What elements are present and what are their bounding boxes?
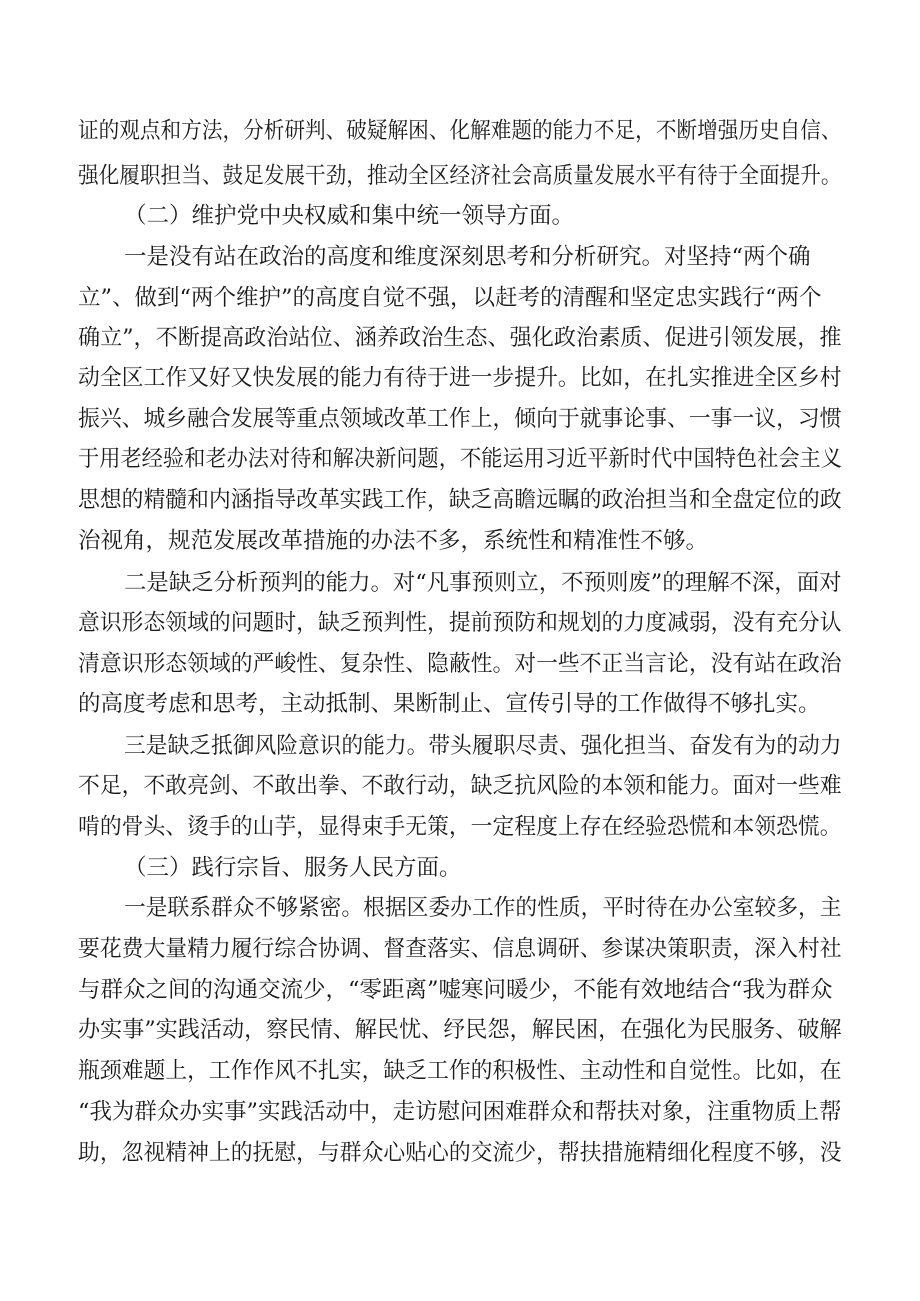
paragraph-line: 的高度考虑和思考，主动抵制、果断制止、宣传引导的工作做得不够扎实。 bbox=[78, 691, 821, 717]
paragraph-line: 证的观点和方法，分析研判、破疑解困、化解难题的能力不足，不断增强历史自信、 bbox=[78, 118, 842, 144]
paragraph-line: 二是缺乏分析预判的能力。对“凡事预则立，不预则废”的理解不深，面对 bbox=[124, 570, 842, 596]
paragraph-line: 立”、做到“两个维护”的高度自觉不强，以赶考的清醒和坚定忠实践行“两个 bbox=[78, 285, 822, 311]
paragraph-line: 振兴、城乡融合发展等重点领域改革工作上，倾向于就事论事、一事一议，习惯 bbox=[78, 406, 842, 432]
paragraph-line: 意识形态领域的问题时，缺乏预判性，提前预防和规划的力度减弱，没有充分认 bbox=[78, 610, 842, 636]
paragraph-line: 治视角，规范发展改革措施的办法不多，系统性和精准性不够。 bbox=[78, 528, 709, 554]
paragraph-line: 助，忽视精神上的抚慰，与群众心贴心的交流少，帮扶措施精细化程度不够，没 bbox=[78, 1140, 842, 1166]
paragraph-line: 与群众之间的沟通交流少，“零距离”嘘寒问暖少，不能有效地结合“我为群众 bbox=[78, 977, 833, 1003]
paragraph-line: 要花费大量精力履行综合协调、督查落实、信息调研、参谋决策职责，深入村社 bbox=[78, 936, 842, 962]
paragraph-line: 三是缺乏抵御风险意识的能力。带头履职尽责、强化担当、奋发有为的动力 bbox=[124, 733, 842, 759]
paragraph-line: 动全区工作又好又快发展的能力有待于进一步提升。比如，在扎实推进全区乡村 bbox=[78, 365, 842, 391]
paragraph-line: 一是没有站在政治的高度和维度深刻思考和分析研究。对坚持“两个确 bbox=[124, 244, 811, 270]
section-heading: （三）践行宗旨、服务人民方面。 bbox=[124, 855, 462, 881]
paragraph-line: 清意识形态领域的严峻性、复杂性、隐蔽性。对一些不正当言论，没有站在政治 bbox=[78, 651, 842, 677]
paragraph-line: 一是联系群众不够紧密。根据区委办工作的性质，平时待在办公室较多，主 bbox=[124, 895, 842, 921]
paragraph-line: 瓶颈难题上，工作作风不扎实，缺乏工作的积极性、主动性和自觉性。比如，在 bbox=[78, 1058, 842, 1084]
paragraph-line: 啃的骨头、烫手的山芋，显得束手无策，一定程度上存在经验恐慌和本领恐慌。 bbox=[78, 814, 842, 840]
paragraph-line: “我为群众办实事”实践活动中，走访慰问困难群众和帮扶对象，注重物质上帮 bbox=[78, 1099, 842, 1125]
paragraph-line: 于用老经验和老办法对待和解决新问题，不能运用习近平新时代中国特色社会主义 bbox=[78, 446, 843, 472]
paragraph-line: 确立”，不断提高政治站位、涵养政治生态、强化政治素质、促进引领发展，推 bbox=[78, 325, 842, 351]
paragraph-line: 思想的精髓和内涵指导改革实践工作，缺乏高瞻远瞩的政治担当和全盘定位的政 bbox=[78, 487, 842, 513]
paragraph-line: 不足，不敢亮剑、不敢出拳、不敢行动，缺乏抗风险的本领和能力。面对一些难 bbox=[78, 773, 842, 799]
paragraph-line: 强化履职担当、鼓足发展干劲，推动全区经济社会高质量发展水平有待于全面提升。 bbox=[78, 163, 842, 189]
paragraph-line: 办实事”实践活动，察民情、解民忧、纾民怨，解民困，在强化为民服务、破解 bbox=[78, 1017, 842, 1043]
section-heading: （二）维护党中央权威和集中统一领导方面。 bbox=[124, 203, 575, 229]
